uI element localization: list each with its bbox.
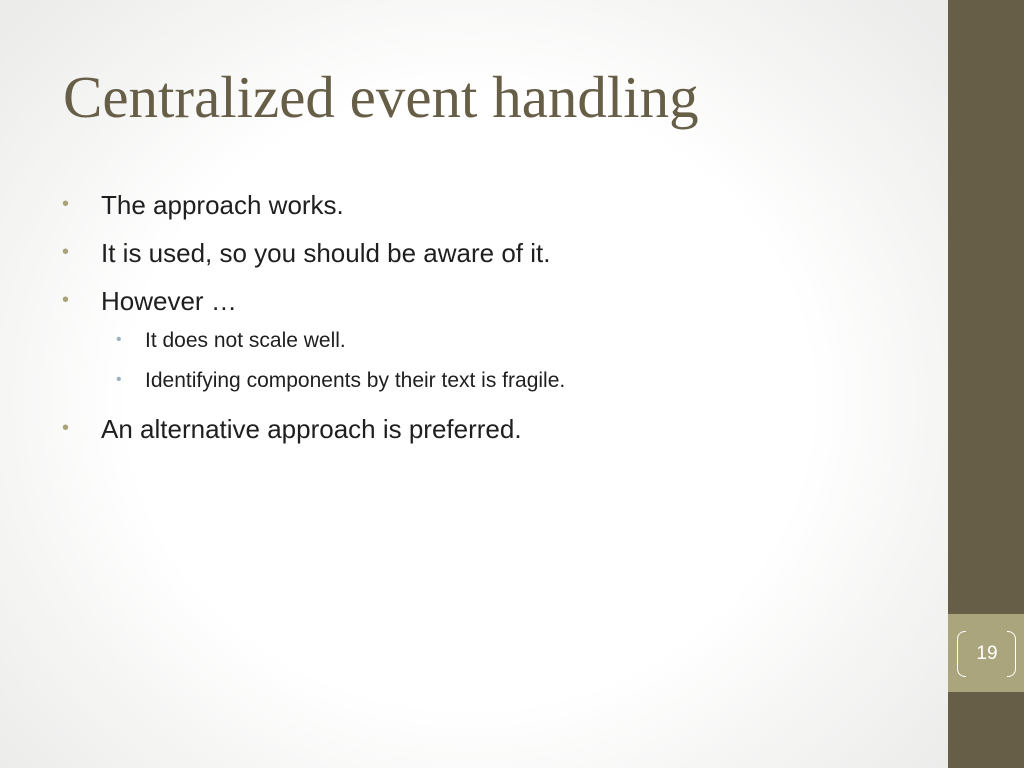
sub-bullet-item [62,325,922,357]
sub-bullet-dot-icon: • [116,331,122,348]
bullet-dot-icon: • [62,417,70,439]
bullet-dot-icon: • [62,241,70,263]
bullet-text: However … [101,286,237,316]
bullet-dot-icon: • [62,193,70,215]
sub-bullet-text: Identifying components by their text is fragile. [145,369,566,392]
left-bracket-icon [957,631,966,677]
bullet-item [62,281,922,321]
sub-bullet-text: It does not scale well. [145,329,346,352]
bullet-item [62,233,922,273]
bullet-list [62,185,922,457]
bullet-item [62,409,922,449]
bullet-item [62,185,922,225]
sub-bullet-item [62,365,922,397]
sub-bullet-dot-icon: • [116,371,122,388]
bullet-dot-icon: • [62,289,70,311]
right-bracket-icon [1007,631,1016,677]
bullet-text: It is used, so you should be aware of it. [101,238,551,268]
page-number: 19 [976,643,998,664]
bullet-text: The approach works. [101,190,344,220]
bullet-text: An alternative approach is preferred. [101,414,522,444]
slide-title: Centralized event handling [63,64,699,130]
sub-bullet-list [62,325,922,397]
